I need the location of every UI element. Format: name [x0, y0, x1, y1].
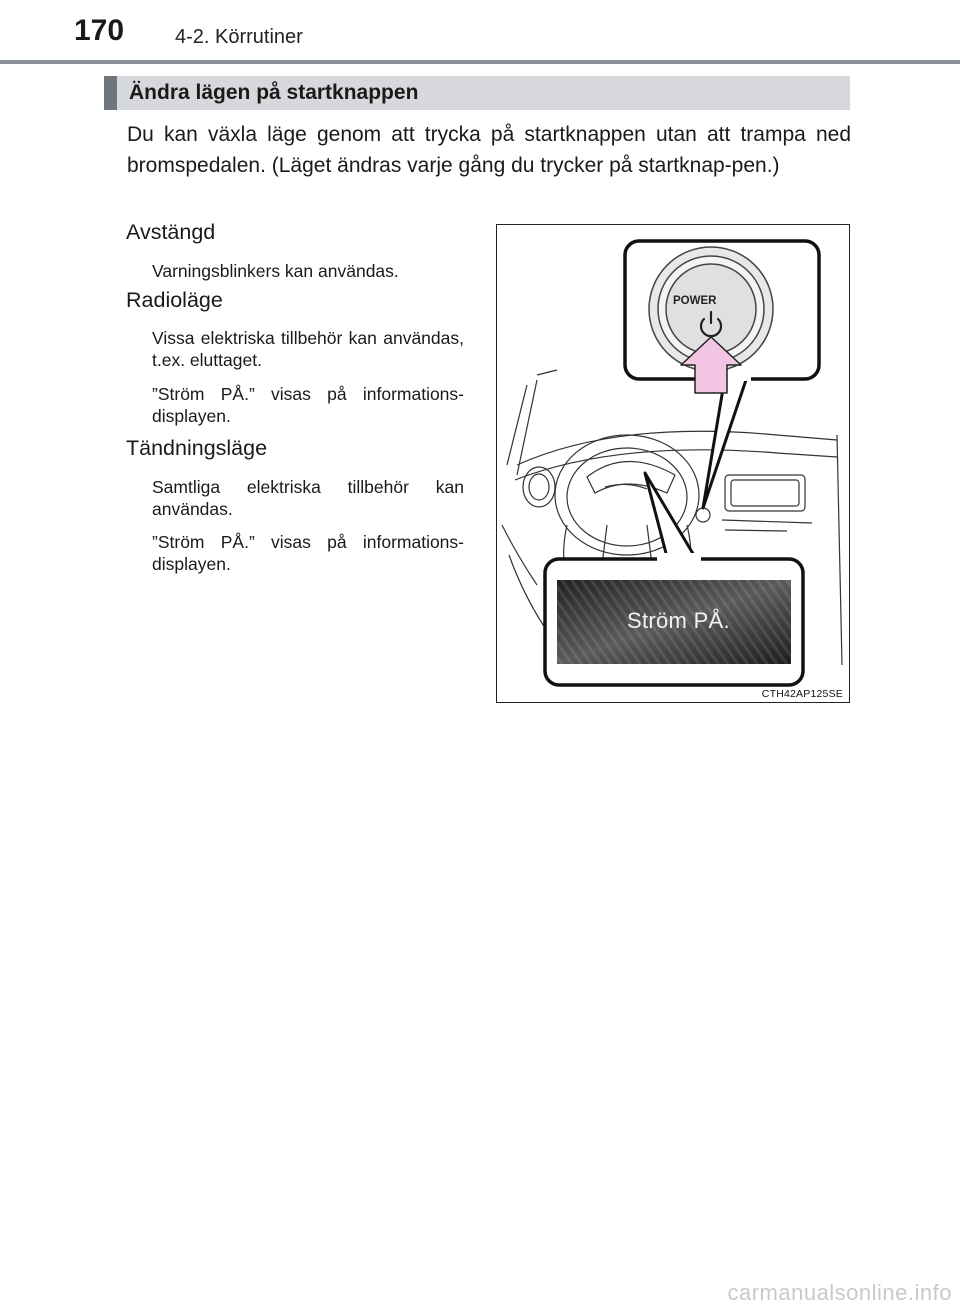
figure-code: CTH42AP125SE [761, 688, 843, 700]
watermark: carmanualsonline.info [727, 1280, 952, 1305]
mode-description: ”Ström PÅ.” visas på informations-displayen. [152, 384, 464, 426]
header-divider [0, 60, 960, 64]
mode-description: Samtliga elektriska tillbehör kan användas. [152, 477, 464, 519]
mode-description: ”Ström PÅ.” visas på informations-displayen. [152, 532, 464, 574]
power-button-callout [625, 241, 819, 508]
mode-description: Vissa elektriska tillbehör kan användas, t.ex. eluttaget. [152, 328, 464, 370]
intro-paragraph: Du kan växla läge genom att trycka på startknappen utan att trampa ned bromspedalen. (Läget ändras varje gång du trycker på startknap-pen.) [127, 123, 851, 177]
mode-description: Varningsblinkers kan användas. [152, 261, 399, 281]
section-title: Ändra lägen på startknappen [129, 81, 419, 104]
chapter-title: 4-2. Körrutiner [175, 26, 303, 48]
mode-heading-ignition: Tändningsläge [126, 436, 268, 460]
section-title-bar [104, 76, 850, 110]
mode-heading-off: Avstängd [126, 220, 216, 244]
mode-heading-accessory: Radioläge [126, 288, 223, 312]
power-button-label: POWER [673, 295, 717, 307]
power-switch-illustration [496, 224, 850, 703]
page-number: 170 [74, 14, 125, 47]
display-message: Ström PÅ. [627, 608, 730, 633]
display-callout [545, 473, 803, 685]
